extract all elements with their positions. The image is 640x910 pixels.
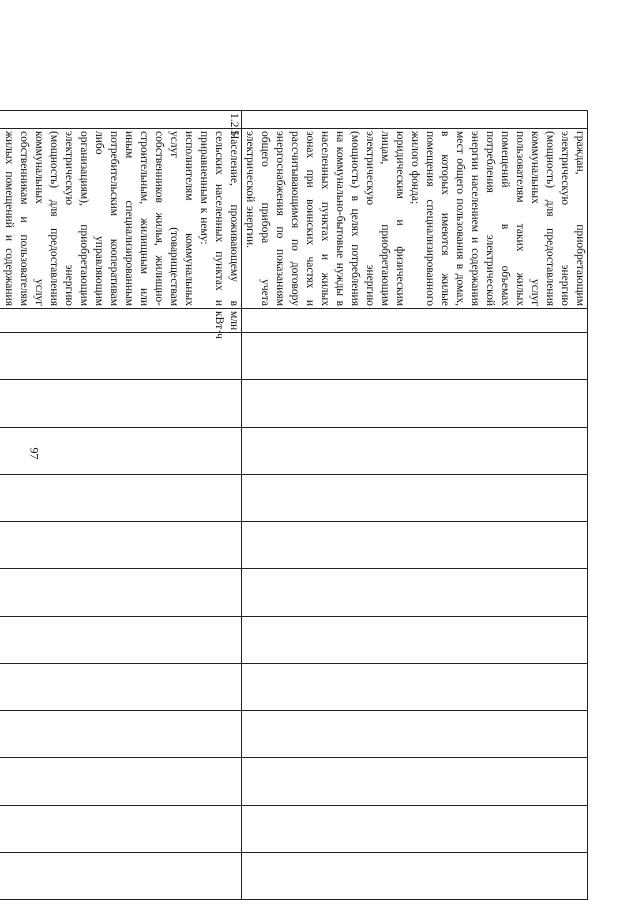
table-cell [242, 522, 588, 569]
table-cell [242, 711, 588, 758]
table-cell [242, 333, 588, 380]
table-cell [242, 758, 588, 805]
row-code: 1.2.5 [0, 111, 242, 129]
table-cell [0, 852, 242, 899]
description-paragraph: исполнителям коммунальных услуг (товариществам собственников жилья, жилищно-строительным, жилищным или иным специализированным потребительским кооперативам либо управляющим организациям), приобретающим электрическую энергию (мощность) для предоставления коммунальных услуг собственникам и пользователям жилых помещений и содержания [3, 131, 195, 306]
table-cell [0, 805, 242, 852]
table-cell [0, 427, 242, 474]
table-cell [242, 569, 588, 616]
table-cell [242, 616, 588, 663]
table-row [242, 111, 588, 900]
page-number: 97 [27, 447, 42, 460]
row-unit [242, 309, 588, 333]
description-paragraph: граждан, приобретающим электрическую энергию (мощность) для предоставления коммунальных услуг пользователям таких жилых помещений в объемах потребления электрической энергии населением и содержания мест общего пользования в домах, в которых имеются жилые помещения специализированного жилого фонда; [409, 131, 586, 306]
row-code [242, 111, 588, 129]
table-cell [0, 663, 242, 710]
table-cell [0, 474, 242, 521]
row-description [242, 129, 588, 309]
table-cell [0, 758, 242, 805]
row-unit: млн кВт·ч [0, 309, 242, 333]
table-cell [242, 380, 588, 427]
table-cell [242, 427, 588, 474]
table-cell [242, 805, 588, 852]
table-cell [0, 333, 242, 380]
table-cell [242, 852, 588, 899]
table-cell [242, 663, 588, 710]
description-paragraph: юридическим и физическим лицам, приобретающим электрическую энергию (мощность) в целях потребления на коммунально-бытовые нужды в населенных пунктах и жилых зонах при воинских частях и рассчитывающимся по договору энергоснабжения по показаниям общего прибора учета электрической энергии. [244, 131, 406, 306]
table-cell [0, 522, 242, 569]
table-cell [0, 711, 242, 758]
table-cell [0, 380, 242, 427]
description-paragraph: Население, проживающему в сельских населенных пунктах и приравненным к нему: [198, 131, 240, 306]
row-description [0, 129, 242, 309]
table-row [0, 111, 242, 900]
table-cell [242, 474, 588, 521]
table-cell [0, 616, 242, 663]
table-cell [0, 569, 242, 616]
